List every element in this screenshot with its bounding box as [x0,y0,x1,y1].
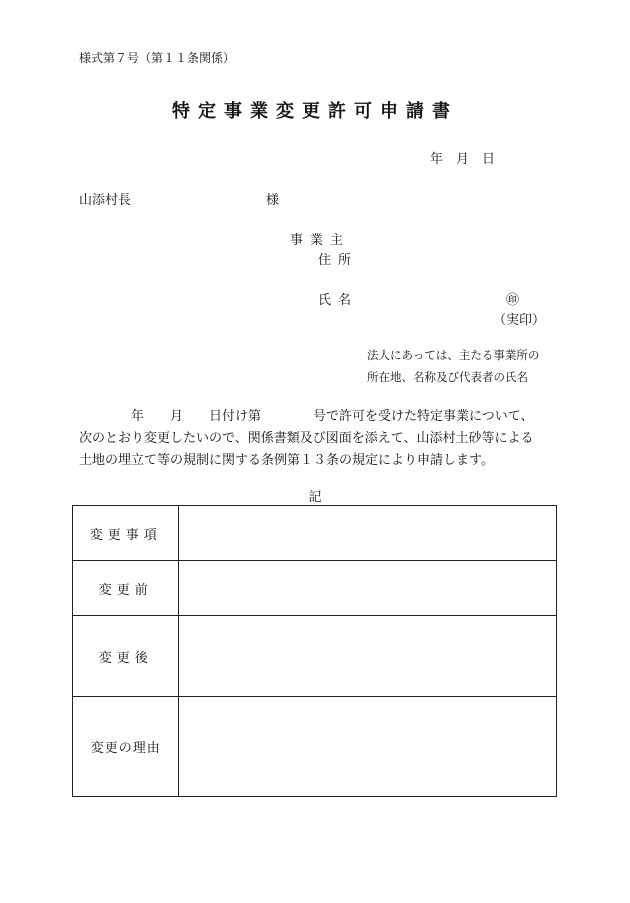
before-field[interactable] [179,561,557,616]
application-statement [79,406,569,472]
row-label-after: 変更後 [73,616,179,697]
table-row [73,506,557,561]
row-label-change-item: 変更事項 [73,506,179,561]
table-row [73,697,557,797]
corporate-note-line-1: 法人にあっては、主たる事業所の [367,348,540,362]
after-field[interactable] [179,616,557,697]
honorific: 様 [266,193,280,208]
ki-heading: 記 [308,490,322,505]
seal-note: （実印） [493,313,546,328]
table-row [73,561,557,616]
row-label-reason: 変更の理由 [73,697,179,797]
statement-line-2: 次のとおり変更したいので、関係書類及び図面を添えて、山添村土砂等による [79,431,534,446]
row-label-before: 変更前 [73,561,179,616]
jigyonushi-label: 事業主 [290,233,351,248]
statement-line-1: 年 月 日付け第 号で許可を受けた特定事業について、 [79,409,534,424]
change-details-table [72,505,557,797]
date-line: 年 月 日 [430,152,496,167]
change-item-field[interactable] [179,506,557,561]
reason-field[interactable] [179,697,557,797]
table-row [73,616,557,697]
address-label: 住所 [318,253,359,268]
document-title: 特定事業変更許可申請書 [172,101,458,122]
statement-line-3: 土地の埋立て等の規制に関する条例第１３条の規定により申請します。 [79,453,494,468]
addressee: 山添村長 [79,193,132,208]
seal-mark: ㊞ [506,293,520,308]
corporate-note-line-2: 所在地、名称及び代表者の氏名 [367,370,528,384]
form-number: 様式第７号（第１１条関係） [79,51,236,65]
name-label: 氏名 [318,293,359,308]
